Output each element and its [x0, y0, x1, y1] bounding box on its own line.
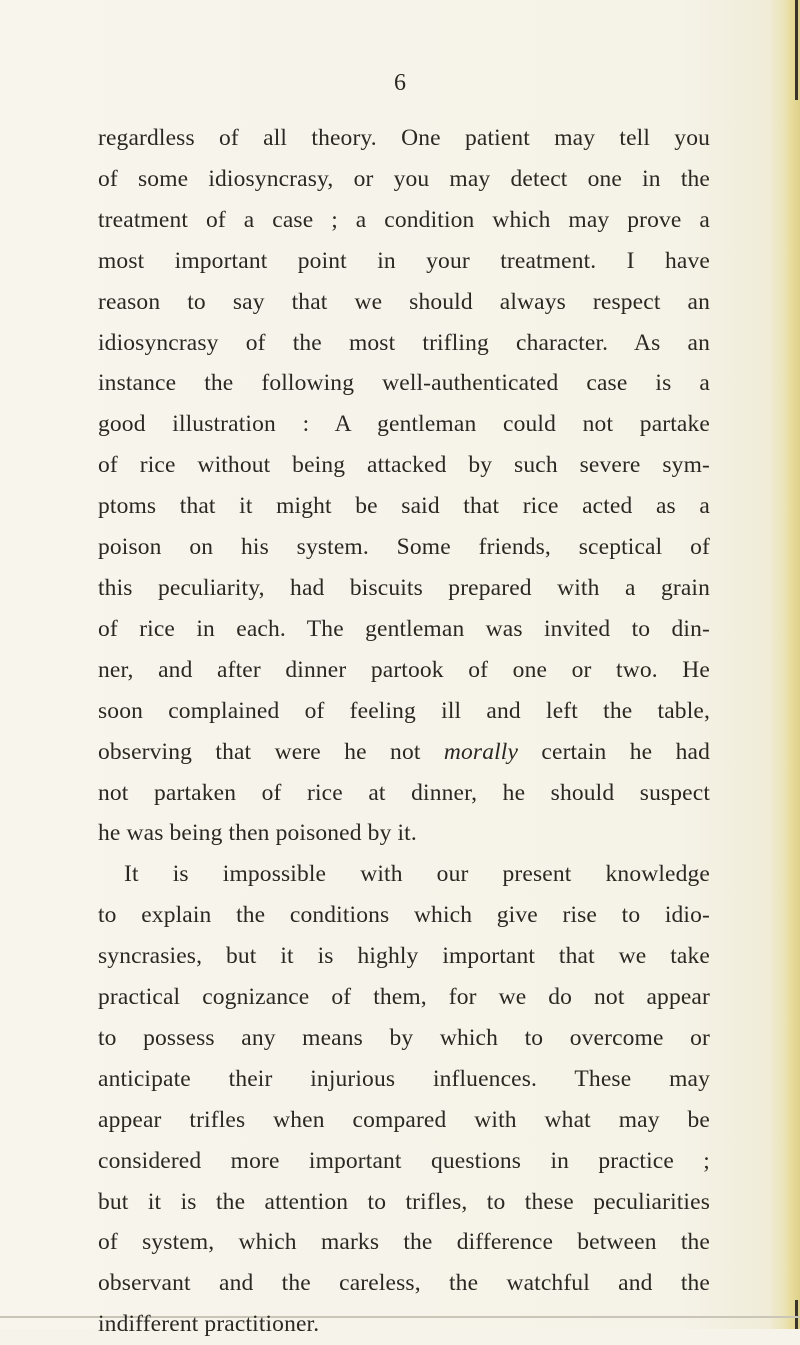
- italic-word: morally: [443, 738, 519, 765]
- text-line: treatment of a case ; a condition which may prove a: [98, 206, 710, 233]
- text-line: reason to say that we should always respect an: [98, 288, 710, 315]
- text-line-with-italic: [98, 732, 710, 773]
- text-line: soon complained of feeling ill and left the table,: [98, 697, 710, 724]
- page-number: 6: [394, 70, 406, 96]
- text-line: to explain the conditions which give rise to idio-: [98, 902, 710, 929]
- text-line: syncrasies, but it is highly important that we take: [98, 943, 710, 970]
- text-segment: certain he had: [518, 738, 710, 765]
- text-line: of rice in each. The gentleman was invited to din-: [98, 615, 710, 642]
- paragraph-end-line: he was being then poisoned by it.: [98, 820, 417, 847]
- text-line: of some idiosyncrasy, or you may detect one in the: [98, 165, 710, 192]
- text-line: observant and the careless, the watchful and the: [98, 1270, 710, 1297]
- text-line: idiosyncrasy of the most trifling character. As an: [98, 329, 710, 356]
- text-line: regardless of all theory. One patient may tell you: [98, 125, 710, 151]
- text-line: of system, which marks the difference between the: [98, 1229, 710, 1256]
- binding-mark-bottom: [795, 1300, 798, 1329]
- text-line: instance the following well-authenticated case is a: [98, 370, 710, 397]
- text-line: appear trifles when compared with what may be: [98, 1106, 710, 1133]
- text-line: ner, and after dinner partook of one or two. He: [98, 656, 710, 683]
- text-line: to possess any means by which to overcome or: [98, 1024, 710, 1051]
- text-line: most important point in your treatment. I have: [98, 247, 710, 274]
- text-line: of rice without being attacked by such severe sym-: [98, 452, 710, 479]
- paragraph-end-line: indifferent practitioner.: [98, 1311, 320, 1338]
- text-line: ptoms that it might be said that rice acted as a: [98, 493, 710, 520]
- text-line: practical cognizance of them, for we do not appear: [98, 984, 710, 1011]
- text-line: poison on his system. Some friends, sceptical of: [98, 534, 710, 561]
- text-line: this peculiarity, had biscuits prepared with a grain: [98, 574, 710, 601]
- text-line: good illustration : A gentleman could not partake: [98, 411, 710, 438]
- body-text: [98, 118, 710, 1345]
- text-segment: observing that were he not: [98, 738, 444, 765]
- paragraph-start-line: It is impossible with our present knowledge: [124, 861, 710, 888]
- page-edge-shadow: [786, 0, 800, 1329]
- text-line: anticipate their injurious influences. These may: [98, 1065, 710, 1092]
- text-line: not partaken of rice at dinner, he should suspect: [98, 779, 710, 806]
- text-line: considered more important questions in practice ;: [98, 1147, 710, 1174]
- text-line: but it is the attention to trifles, to these peculiarities: [98, 1188, 710, 1215]
